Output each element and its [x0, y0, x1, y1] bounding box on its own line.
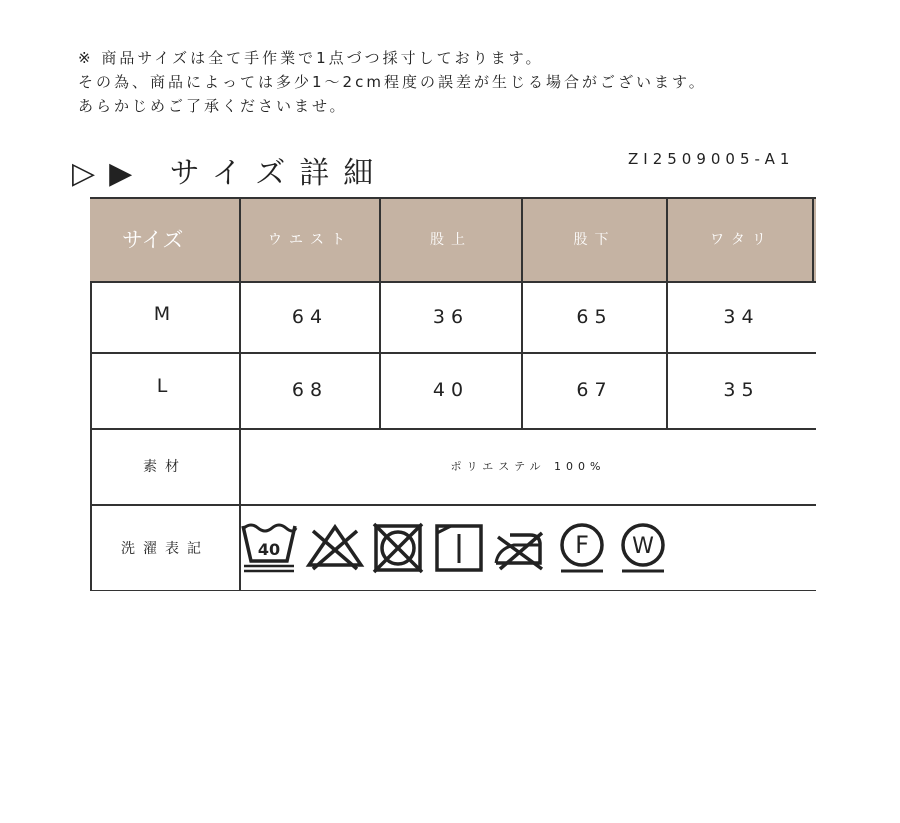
dry-clean-f-icon: [555, 521, 609, 575]
table-header-row: [90, 197, 816, 281]
thigh-cell: 34: [723, 305, 760, 328]
no-tumble-dry-icon: [372, 521, 426, 575]
material-value: ポリエステル 100%: [450, 460, 606, 473]
rise-cell: 36: [432, 305, 470, 328]
header-waist: ウエスト: [268, 232, 352, 248]
size-cell: M: [153, 302, 177, 325]
line-dry-icon: [433, 521, 485, 575]
thigh-cell: 35: [723, 379, 760, 401]
header-size: サイズ: [122, 228, 184, 252]
header-inseam: 股下: [573, 232, 616, 248]
size-table: [90, 197, 816, 591]
no-bleach-icon: [305, 521, 365, 575]
material-row: [90, 428, 816, 504]
material-label: 素材: [143, 459, 187, 475]
size-notes: [78, 46, 707, 118]
wash-40-icon: [240, 521, 298, 575]
section-heading: ▷▶ サイズ詳細: [72, 156, 388, 191]
rise-cell: 40: [432, 379, 470, 401]
care-label: 洗濯表記: [121, 540, 209, 557]
size-cell: L: [156, 375, 174, 397]
care-icons: [240, 504, 670, 591]
care-row: [90, 504, 816, 591]
product-code: ZI2509005-A1: [628, 150, 795, 168]
no-iron-icon: [492, 521, 548, 575]
note-line-1: ※ 商品サイズは全て手作業で1点づつ採寸しております。: [78, 49, 544, 67]
svg-text:W: W: [632, 533, 654, 559]
inseam-cell: 67: [576, 379, 613, 401]
table-row: [90, 281, 816, 352]
wet-clean-w-icon: [616, 521, 670, 575]
waist-cell: 68: [291, 379, 329, 401]
note-line-2: その為、商品によっては多少1〜2cm程度の誤差が生じる場合がございます。: [78, 73, 707, 91]
table-row: [90, 352, 816, 428]
note-line-3: あらかじめご了承くださいませ。: [78, 97, 348, 115]
waist-cell: 64: [291, 305, 329, 328]
header-rise: 股上: [430, 232, 472, 248]
header-thigh: ワタリ: [710, 232, 773, 248]
svg-text:40: 40: [257, 539, 281, 559]
inseam-cell: 65: [576, 305, 613, 328]
svg-text:F: F: [575, 530, 589, 559]
